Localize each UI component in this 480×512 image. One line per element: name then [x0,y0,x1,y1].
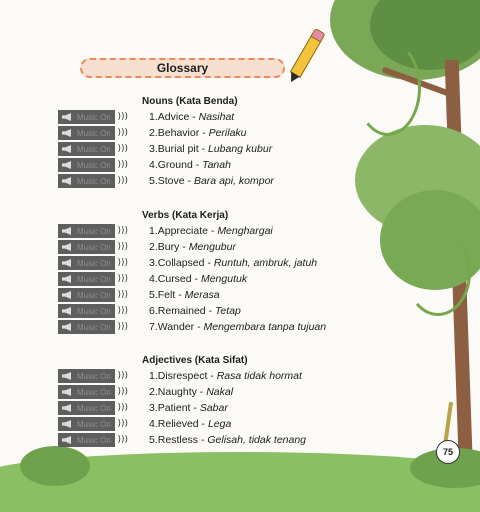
music-button-label: Music On [77,226,111,236]
entry-translation: Runtuh, ambruk, jatuh [213,257,318,269]
section-heading: Nouns (Kata Benda) [142,96,238,107]
speaker-icon [62,145,71,153]
entry-word: Behavior [157,127,200,139]
speaker-icon [62,177,71,185]
entry-translation: Lubang kubur [207,143,273,155]
glossary-entry: 1.Advice - Nasihat [149,111,235,123]
music-button-label: Music On [77,322,111,332]
music-on-button[interactable] [58,142,128,156]
page-title: Glossary [80,58,285,78]
entry-translation: Rasa tidak hormat [216,370,302,382]
music-button-label: Music On [77,306,111,316]
entry-number: 5. [149,175,158,187]
entry-number: 1. [149,225,158,237]
entry-word: Felt [157,289,176,301]
glossary-entry: 3.Collapsed - Runtuh, ambruk, jatuh [149,257,318,269]
speaker-icon [62,243,71,251]
music-on-button[interactable] [58,385,128,399]
glossary-entry: 1.Disrespect - Rasa tidak hormat [149,370,302,382]
glossary-entry: 4.Ground - Tanah [149,159,231,171]
sound-waves-icon: ))) [117,435,128,445]
music-on-button[interactable] [58,158,128,172]
music-button-label: Music On [77,242,111,252]
entry-translation: Tanah [202,159,231,171]
pencil-icon [290,34,322,78]
entry-word: Wander [157,321,195,333]
entry-word: Naughty [157,386,197,398]
sound-waves-icon: ))) [117,274,128,284]
music-on-button[interactable] [58,304,128,318]
music-on-button[interactable] [58,433,128,447]
entry-word: Stove [157,175,185,187]
entry-number: 4. [149,418,158,430]
music-on-button[interactable] [58,110,128,124]
entry-translation: Merasa [184,289,220,301]
sound-waves-icon: ))) [117,242,128,252]
glossary-entry: 5.Stove - Bara api, kompor [149,175,274,187]
music-button-label: Music On [77,112,111,122]
vine [405,230,471,316]
glossary-entry: 3.Burial pit - Lubang kubur [149,143,273,155]
speaker-icon [62,404,71,412]
music-on-button[interactable] [58,369,128,383]
music-button-label: Music On [77,403,111,413]
entry-word: Restless [157,434,199,446]
glossary-entry: 2.Behavior - Perilaku [149,127,247,139]
vine [355,40,421,136]
entry-word: Cursed [157,273,192,285]
sound-waves-icon: ))) [117,371,128,381]
speaker-icon [62,307,71,315]
speaker-icon [62,275,71,283]
speaker-icon [62,161,71,169]
entry-word: Relieved [157,418,202,430]
music-on-button[interactable] [58,174,128,188]
entry-word: Burial pit [157,143,199,155]
sound-waves-icon: ))) [117,322,128,332]
music-on-button[interactable] [58,288,128,302]
music-button-label: Music On [77,387,111,397]
entry-number: 1. [149,370,158,382]
glossary-entry: 1.Appreciate - Menghargai [149,225,273,237]
music-button-label: Music On [77,144,111,154]
glossary-entry: 7.Wander - Mengembara tanpa tujuan [149,321,327,333]
sound-waves-icon: ))) [117,144,128,154]
music-on-button[interactable] [58,320,128,334]
entry-word: Remained [157,305,206,317]
speaker-icon [62,291,71,299]
music-on-button[interactable] [58,256,128,270]
speaker-icon [62,227,71,235]
entry-number: 3. [149,257,158,269]
entry-translation: Bara api, kompor [193,175,274,187]
speaker-icon [62,129,71,137]
glossary-entry: 6.Remained - Tetap [149,305,241,317]
music-button-label: Music On [77,258,111,268]
entry-word: Disrespect [157,370,208,382]
entry-translation: Lega [207,418,232,430]
entry-number: 5. [149,434,158,446]
entry-translation: Perilaku [208,127,247,139]
entry-translation: Mengutuk [200,273,248,285]
entry-translation: Mengubur [188,241,236,253]
entry-translation: Sabar [199,402,228,414]
entry-word: Collapsed [157,257,205,269]
music-button-label: Music On [77,371,111,381]
entry-translation: Menghargai [217,225,273,237]
music-button-label: Music On [77,176,111,186]
section-heading: Verbs (Kata Kerja) [142,210,229,221]
music-on-button[interactable] [58,417,128,431]
entry-number: 2. [149,241,158,253]
entry-number: 7. [149,321,158,333]
sound-waves-icon: ))) [117,290,128,300]
sound-waves-icon: ))) [117,160,128,170]
music-button-label: Music On [77,290,111,300]
glossary-entry: 5.Felt - Merasa [149,289,220,301]
music-on-button[interactable] [58,224,128,238]
entry-word: Appreciate [157,225,208,237]
bush [20,446,90,486]
glossary-entry: 4.Relieved - Lega [149,418,232,430]
entry-word: Ground [157,159,193,171]
glossary-entry: 2.Bury - Mengubur [149,241,236,253]
music-button-label: Music On [77,435,111,445]
music-button-label: Music On [77,419,111,429]
music-button-label: Music On [77,160,111,170]
entry-number: 1. [149,111,158,123]
entry-number: 3. [149,143,158,155]
sound-waves-icon: ))) [117,306,128,316]
sound-waves-icon: ))) [117,226,128,236]
music-on-button[interactable] [58,272,128,286]
sound-waves-icon: ))) [117,403,128,413]
music-button-label: Music On [77,274,111,284]
music-on-button[interactable] [58,401,128,415]
entry-translation: Nasihat [198,111,235,123]
entry-word: Patient [157,402,191,414]
entry-number: 3. [149,402,158,414]
entry-translation: Gelisah, tidak tenang [207,434,307,446]
sound-waves-icon: ))) [117,176,128,186]
speaker-icon [62,436,71,444]
entry-word: Bury [157,241,180,253]
sound-waves-icon: ))) [117,128,128,138]
entry-number: 4. [149,159,158,171]
speaker-icon [62,259,71,267]
entry-translation: Nakal [206,386,234,398]
entry-word: Advice [157,111,190,123]
sound-waves-icon: ))) [117,112,128,122]
entry-number: 2. [149,386,158,398]
speaker-icon [62,388,71,396]
sound-waves-icon: ))) [117,419,128,429]
entry-number: 6. [149,305,158,317]
glossary-entry: 2.Naughty - Nakal [149,386,234,398]
sound-waves-icon: ))) [117,387,128,397]
entry-number: 5. [149,289,158,301]
sound-waves-icon: ))) [117,258,128,268]
speaker-icon [62,323,71,331]
music-on-button[interactable] [58,240,128,254]
section-heading: Adjectives (Kata Sifat) [142,355,248,366]
music-button-label: Music On [77,128,111,138]
speaker-icon [62,113,71,121]
glossary-entry: 4.Cursed - Mengutuk [149,273,248,285]
entry-translation: Mengembara tanpa tujuan [203,321,327,333]
glossary-entry: 5.Restless - Gelisah, tidak tenang [149,434,307,446]
page-number: 75 [436,440,460,464]
entry-number: 4. [149,273,158,285]
entry-number: 2. [149,127,158,139]
glossary-entry: 3.Patient - Sabar [149,402,228,414]
music-on-button[interactable] [58,126,128,140]
speaker-icon [62,420,71,428]
speaker-icon [62,372,71,380]
entry-translation: Tetap [214,305,241,317]
